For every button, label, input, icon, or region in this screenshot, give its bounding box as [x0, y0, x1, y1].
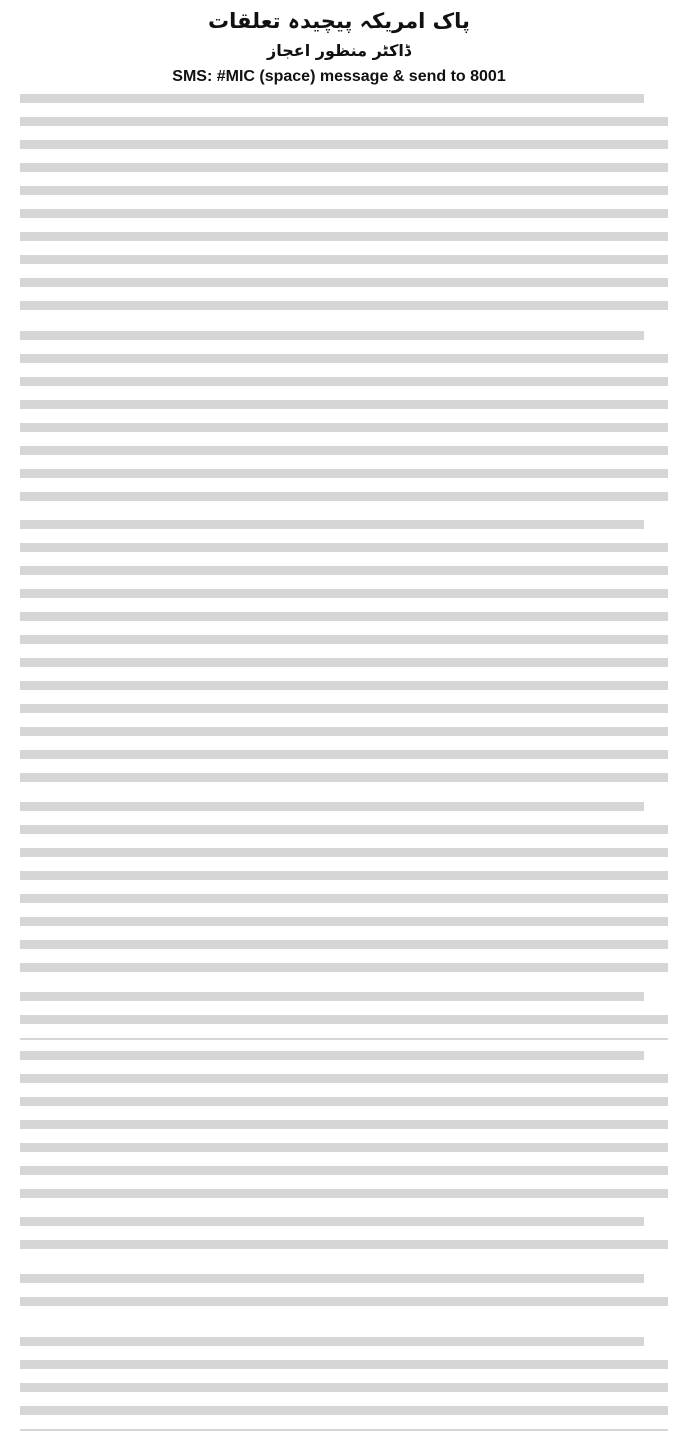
article-paragraph — [20, 88, 668, 320]
article-header — [0, 6, 678, 88]
article-paragraph — [20, 1268, 668, 1319]
article-title: پاک امریکہ پیچیدہ تعلقات — [208, 9, 470, 33]
article-paragraph — [20, 1324, 668, 1326]
article-paragraph — [20, 1045, 668, 1206]
article-paragraph — [20, 325, 668, 509]
article-paragraph — [20, 986, 668, 1040]
sms-subscribe-line: SMS: #MIC (space) message & send to 8001 — [172, 68, 506, 85]
article-author: ڈاکٹر منظور اعجاز — [267, 41, 411, 60]
article-paragraph — [20, 514, 668, 791]
article-paragraph — [20, 796, 668, 981]
article-body — [20, 88, 668, 1415]
article-paragraph — [20, 1211, 668, 1263]
article-paragraph — [20, 1331, 668, 1431]
